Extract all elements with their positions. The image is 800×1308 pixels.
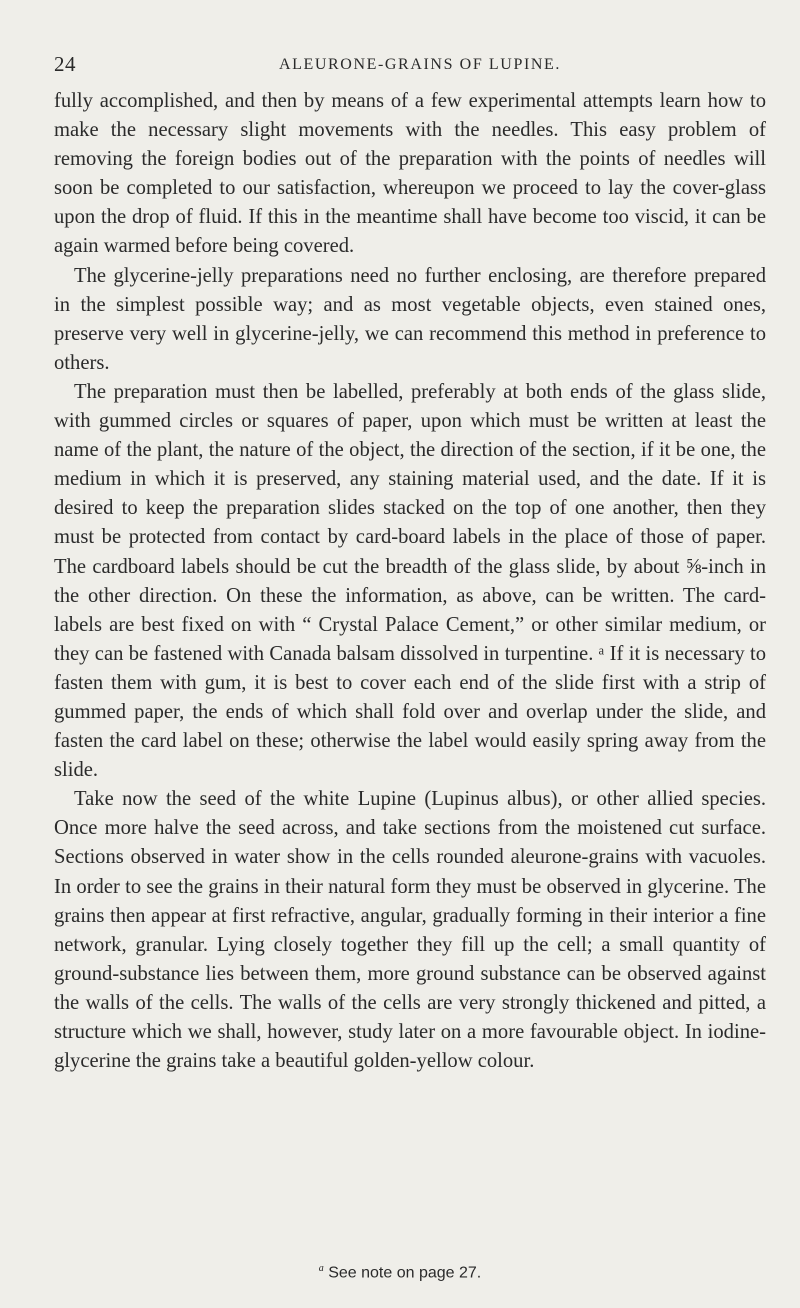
footnote-marker: a [318,1263,324,1274]
running-head: ALEURONE-GRAINS OF LUPINE. [278,56,562,73]
paragraph: The glycerine-jelly preparations need no further enclosing, are therefore prepared in the simplest possible way; and as most vegetable objects, even stained ones, preserve very well in glycerine-jelly, we can recommend this method in preference to others. [54,264,766,374]
body-text [54,87,766,1076]
footnote-text: See note on page 27. [328,1264,482,1282]
page-number: 24 [54,52,76,76]
paragraph: The preparation must then be labelled, preferably at both ends of the glass slide, with gummed circles or squares of paper, upon which must be written at least the name of the plant, the nature of the object, the direction of the section, if it be one, the medium in which it is preserved, any staining material used, and the date. If it is desired to keep the preparation slides stacked on the top of one another, then they must be protected from contact by card-board labels in the place of those of paper. The cardboard labels should be cut the breadth of the glass slide, by about ⅝-inch in the other direction. On these the information, as above, can be written. The card-labels are best fixed on with “ Crystal Palace Cement,” or other similar medium, or they can be fastened with Canada balsam dissolved in turpentine. ᵃ If it is necessary to fasten them with gum, it is best to cover each end of the slide first with a strip of gummed paper, the ends of which shall fold over and overlap under the slide, and fasten the card label on these; otherwise the label would easily spring away from the slide. [54,380,766,782]
paragraph: fully accomplished, and then by means of a few experimental attempts learn how to make the necessary slight movements with the needles. This easy problem of removing the foreign bodies out of the preparation with the points of needles will soon be completed to our satisfaction, whereupon we proceed to lay the cover-glass upon the drop of fluid. If this in the meantime shall have become too viscid, it can be again warmed before being covered. [54,90,766,258]
page-header [50,52,750,82]
footnote [0,1263,800,1282]
paragraph: Take now the seed of the white Lupine (Lupinus albus), or other allied species. Once more halve the seed across, and take sections from the moistened cut surface. Sections observed in water show in the cells rounded aleurone-grains with vacuoles. In order to see the grains in their natural form they must be observed in glycerine. The grains then appear at first refractive, angular, gradually forming in their interior a fine network, granular. Lying closely together they fill up the cell; a small quantity of ground-substance lies between them, more ground substance can be observed against the walls of the cells. The walls of the cells are very strongly thickened and pitted, a structure which we shall, however, study later on a more favourable object. In iodine-glycerine the grains take a beautiful golden-yellow colour. [54,788,766,1073]
